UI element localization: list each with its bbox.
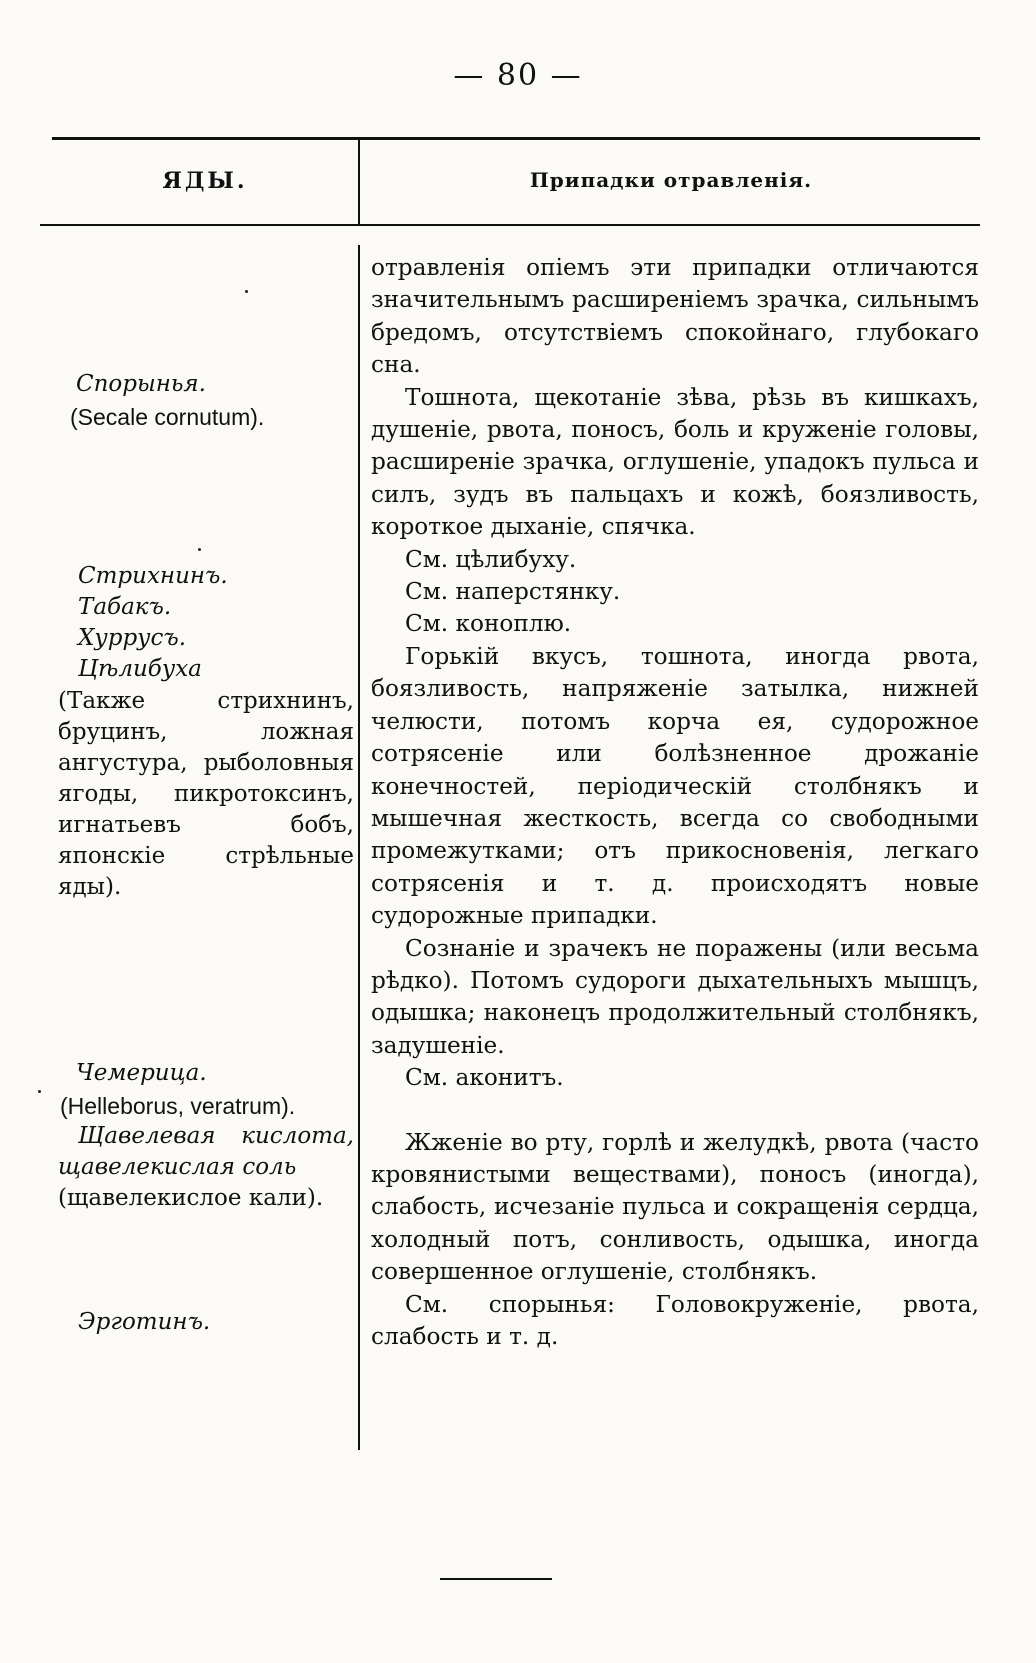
symptom-paragraph: См. цѣлибуху. xyxy=(405,545,577,573)
entry-tselibukha xyxy=(58,653,354,903)
poison-name: Чемерица. xyxy=(76,1060,207,1086)
poison-name: Спорынья. xyxy=(76,371,206,397)
poison-note: (щавелекислое кали). xyxy=(58,1185,324,1211)
poison-name: Хуррусъ. xyxy=(78,625,187,651)
print-speck xyxy=(38,1090,41,1093)
column-divider-header xyxy=(358,140,360,224)
symptom-paragraph: Сознаніе и зрачекъ не поражены (или весьма рѣдко). Потомъ судороги дыхательныхъ мышцъ, одышка; наконецъ продолжительный столбнякъ, задушеніе. xyxy=(371,934,979,1059)
entry-khurrus xyxy=(58,622,354,655)
poison-name: Эрготинъ. xyxy=(78,1309,211,1335)
poison-latin: (Secale cornutum). xyxy=(70,404,265,430)
symptom-paragraph: См. наперстянку. xyxy=(405,578,621,606)
symptom-paragraph: См. коноплю. xyxy=(405,610,572,638)
print-speck xyxy=(245,290,248,293)
entry-chemeritsa xyxy=(58,1057,354,1123)
page-number: — 80 — xyxy=(453,58,583,93)
symptom-paragraph: Тошнота, щекотаніе зѣва, рѣзь въ кишкахъ, душеніе, рвота, поносъ, боль и круженіе головы, расширеніе зрачка, оглушеніе, упадокъ пульса и силъ, зудъ въ пальцахъ и кожѣ, боязливость, короткое дыханіе, спячка. xyxy=(371,383,979,541)
poison-name: Щавелевая кислота, щавелекислая соль xyxy=(58,1123,354,1180)
print-speck xyxy=(198,548,201,551)
header-left: ЯДЫ. xyxy=(162,168,248,194)
poison-name: Цѣлибуха xyxy=(78,656,202,682)
header-right: Припадки отравленія. xyxy=(529,168,813,192)
symptom-paragraph: Жженіе во рту, горлѣ и желудкѣ, рвота (часто кровянистыми веществами), поносъ (иногда), слабость, исчезаніе пульса и сокращенія сердца, холодный потъ, сонливость, одышка, иногда совершенное оглушеніе, столбнякъ. xyxy=(371,1128,979,1286)
poison-name: Табакъ. xyxy=(78,594,172,620)
poison-name: Стрихнинъ. xyxy=(78,563,228,589)
poison-note: (Также стрихнинъ, бруцинъ, ложная ангустура, рыболовныя ягоды, пикротоксинъ, игнатьевъ бобъ, японскіе стрѣльные яды). xyxy=(58,688,354,900)
symptoms-column xyxy=(371,252,979,1353)
end-rule xyxy=(440,1578,552,1580)
symptom-paragraph: См. спорынья: Головокруженіе, рвота, слабость и т. д. xyxy=(371,1290,979,1350)
column-divider-body xyxy=(358,245,360,1450)
top-rule xyxy=(52,137,980,140)
symptom-paragraph: См. аконитъ. xyxy=(405,1064,564,1092)
paragraph-gap xyxy=(371,1095,979,1127)
header-rule xyxy=(40,224,980,226)
entry-tobacco xyxy=(58,591,354,624)
entry-strychnine xyxy=(58,560,354,593)
entry-ergotine xyxy=(58,1306,354,1339)
entry-oxalic-acid xyxy=(58,1121,354,1214)
symptom-paragraph: отравленія опіемъ эти припадки отличаются значительнымъ расширеніемъ зрачка, сильнымъ бредомъ, отсутствіемъ спокойнаго, глубокаго сна. xyxy=(371,254,979,379)
symptom-paragraph: Горькій вкусъ, тошнота, иногда рвота, боязливость, напряженіе затылка, нижней челюсти, потомъ корча ея, судорожное сотрясеніе или болѣзненное дрожаніе конечностей, періодическій столбнякъ и мышечная жесткость, всегда со свободными промежутками; отъ прикосновенія, легкаго сотрясенія и т. д. происходятъ новые судорожные припадки. xyxy=(371,642,979,930)
poison-latin: (Helleborus, veratrum). xyxy=(60,1093,296,1119)
entry-sporynya xyxy=(58,368,354,434)
